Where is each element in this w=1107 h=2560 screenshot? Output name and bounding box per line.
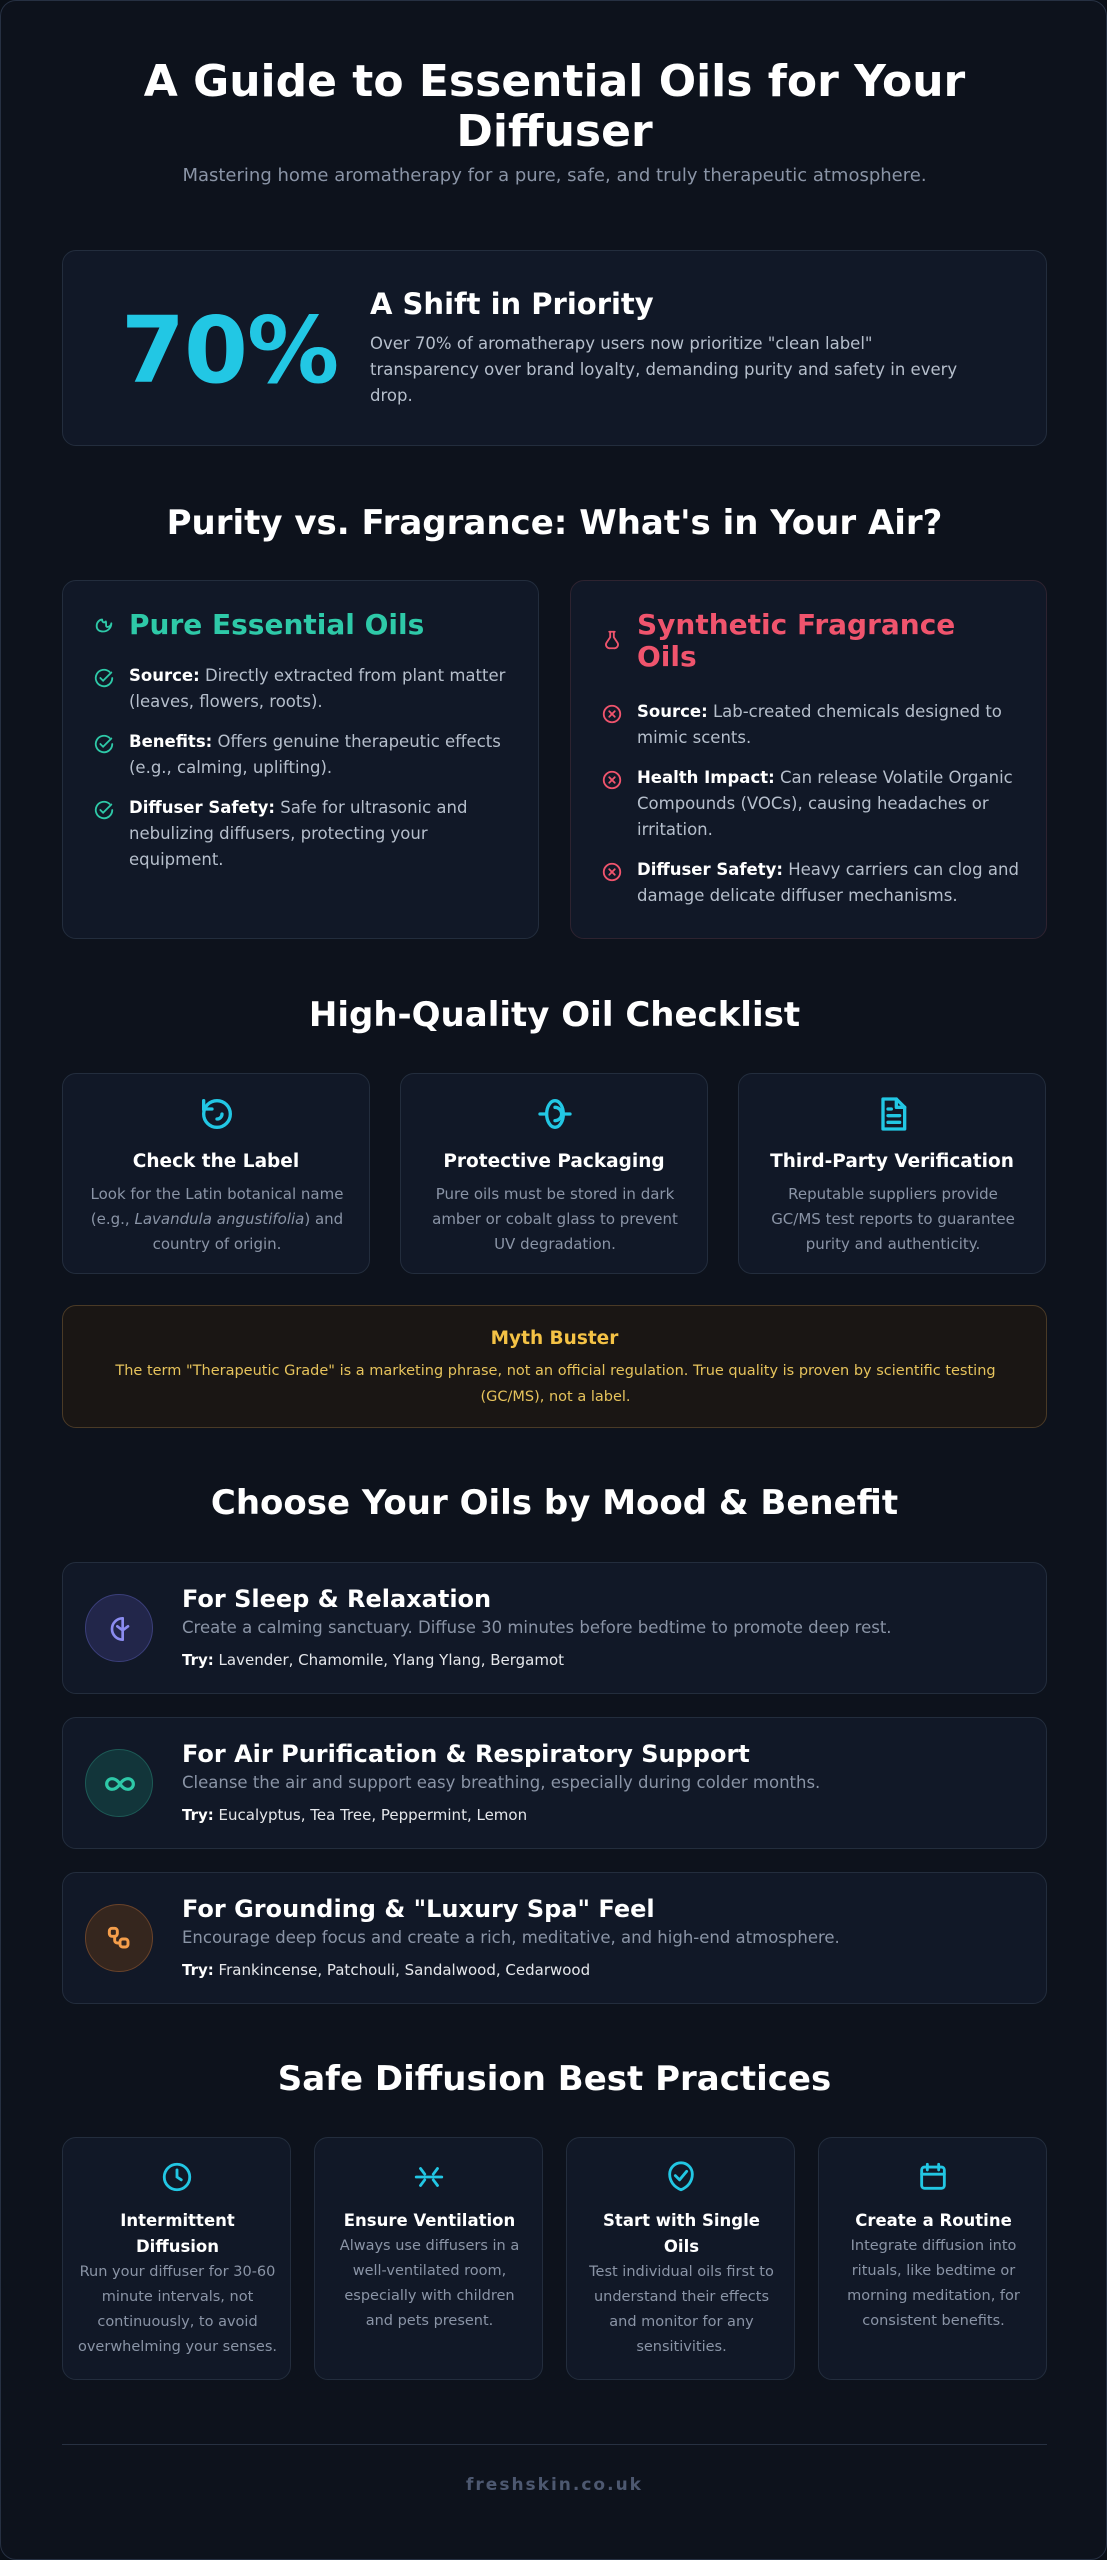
mood-card-sleep xyxy=(62,1562,1047,1694)
mood-text: Encourage deep focus and create a rich, meditative, and high-end atmosphere. xyxy=(182,1928,840,1947)
stat-heading: A Shift in Priority xyxy=(370,287,654,321)
mood-icon-circle xyxy=(85,1749,153,1817)
myth-buster-box xyxy=(62,1305,1047,1428)
checklist-card-text: Reputable suppliers provide GC/MS test reports to guarantee purity and authenticity. xyxy=(771,1185,1015,1253)
flask-icon xyxy=(601,629,623,651)
mood-try: Try: Frankincense, Patchouli, Sandalwood, Cedarwood xyxy=(182,1961,591,1979)
mood-try: Try: Lavender, Chamomile, Ylang Ylang, Bergamot xyxy=(182,1651,565,1669)
pure-oils-card xyxy=(62,580,539,939)
check-shield-icon xyxy=(664,2160,698,2194)
stat-card xyxy=(62,250,1047,446)
checklist-card-text: Pure oils must be stored in dark amber or cobalt glass to prevent UV degradation. xyxy=(432,1185,678,1253)
checklist-card-text: Look for the Latin botanical name (e.g., Lavandula angustifolia) and country of origin. xyxy=(90,1185,344,1253)
practices-title: Safe Diffusion Best Practices xyxy=(277,2059,832,2099)
synthetic-item: Source: Lab-created chemicals designed to mimic scents. xyxy=(637,702,1002,747)
practice-title: Start with Single Oils xyxy=(603,2211,760,2256)
clock-icon xyxy=(160,2160,194,2194)
x-circle-icon xyxy=(601,769,623,791)
checklist-card-title: Protective Packaging xyxy=(443,1151,665,1172)
mood-card-grounding xyxy=(62,1872,1047,2004)
checklist-card xyxy=(738,1073,1046,1274)
practice-title: Ensure Ventilation xyxy=(343,2211,516,2230)
checklist-card-title: Third-Party Verification xyxy=(770,1151,1014,1172)
practice-text: Integrate diffusion into rituals, like bedtime or morning meditation, for consistent benefits. xyxy=(847,2238,1020,2329)
moods-title: Choose Your Oils by Mood & Benefit xyxy=(210,1483,899,1523)
search-label-icon xyxy=(197,1094,237,1134)
comparison-title: Purity vs. Fragrance: What's in Your Air? xyxy=(166,503,943,543)
check-circle-icon xyxy=(93,799,115,821)
practice-card xyxy=(314,2137,543,2380)
document-icon xyxy=(873,1094,913,1134)
moon-icon xyxy=(104,1613,136,1645)
x-circle-icon xyxy=(601,703,623,725)
pure-item: Diffuser Safety: Safe for ultrasonic and nebulizing diffusers, protecting your equipment. xyxy=(129,798,468,869)
mood-text: Cleanse the air and support easy breathing, especially during colder months. xyxy=(182,1773,821,1792)
practice-title: Intermittent Diffusion xyxy=(120,2211,235,2256)
synthetic-item: Health Impact: Can release Volatile Organic Compounds (VOCs), causing headaches or irritation. xyxy=(637,768,1013,839)
myth-buster-title: Myth Buster xyxy=(490,1328,619,1349)
page-title: A Guide to Essential Oils for Your Diffuser xyxy=(143,56,966,157)
mood-icon-circle xyxy=(85,1904,153,1972)
synthetic-item: Diffuser Safety: Heavy carriers can clog and damage delicate diffuser mechanisms. xyxy=(637,860,1019,905)
practice-card xyxy=(62,2137,291,2380)
link-icon xyxy=(104,1923,136,1955)
checklist-title: High-Quality Oil Checklist xyxy=(308,995,801,1035)
practice-text: Always use diffusers in a well-ventilated room, especially with children and pets present. xyxy=(339,2238,520,2329)
mood-title: For Air Purification & Respiratory Support xyxy=(182,1740,750,1768)
shield-icon xyxy=(535,1094,575,1134)
stat-text: Over 70% of aromatherapy users now prioritize "clean label" transparency over brand loyalty, demanding purity and safety in every drop. xyxy=(370,334,958,405)
myth-buster-text: The term "Therapeutic Grade" is a marketing phrase, not an official regulation. True quality is proven by scientific testing (GC/MS), not a label. xyxy=(115,1363,996,1405)
wind-icon xyxy=(412,2160,446,2194)
checklist-card-title: Check the Label xyxy=(132,1151,300,1172)
mood-text: Create a calming sanctuary. Diffuse 30 minutes before bedtime to promote deep rest. xyxy=(182,1618,892,1637)
pure-item: Source: Directly extracted from plant matter (leaves, flowers, roots). xyxy=(129,666,506,711)
stat-value: 70% xyxy=(121,297,339,404)
mood-icon-circle xyxy=(85,1594,153,1662)
pure-item: Benefits: Offers genuine therapeutic effects (e.g., calming, uplifting). xyxy=(129,732,501,777)
leaf-icon xyxy=(93,615,115,637)
mood-title: For Grounding & "Luxury Spa" Feel xyxy=(182,1895,655,1923)
pure-oils-heading: Pure Essential Oils xyxy=(129,608,425,641)
x-circle-icon xyxy=(601,861,623,883)
practice-text: Run your diffuser for 30-60 minute intervals, not continuously, to avoid overwhelming your senses. xyxy=(77,2264,277,2355)
check-circle-icon xyxy=(93,667,115,689)
synthetic-oils-card xyxy=(570,580,1047,939)
practice-title: Create a Routine xyxy=(855,2211,1012,2230)
checklist-card xyxy=(62,1073,370,1274)
practice-card xyxy=(818,2137,1047,2380)
infinity-icon xyxy=(104,1768,136,1800)
mood-title: For Sleep & Relaxation xyxy=(182,1585,492,1613)
practice-text: Test individual oils first to understand their effects and monitor for any sensitivities. xyxy=(589,2264,774,2355)
synthetic-oils-heading: Synthetic Fragrance Oils xyxy=(637,608,956,673)
mood-card-purification xyxy=(62,1717,1047,1849)
mood-try: Try: Eucalyptus, Tea Tree, Peppermint, Lemon xyxy=(182,1806,528,1824)
practice-card xyxy=(566,2137,795,2380)
checklist-card xyxy=(400,1073,708,1274)
check-circle-icon xyxy=(93,733,115,755)
footer-divider xyxy=(62,2444,1047,2445)
footer-brand: freshskin.co.uk xyxy=(466,2475,643,2495)
calendar-icon xyxy=(916,2160,950,2194)
page-subtitle: Mastering home aromatherapy for a pure, safe, and truly therapeutic atmosphere. xyxy=(182,165,927,186)
